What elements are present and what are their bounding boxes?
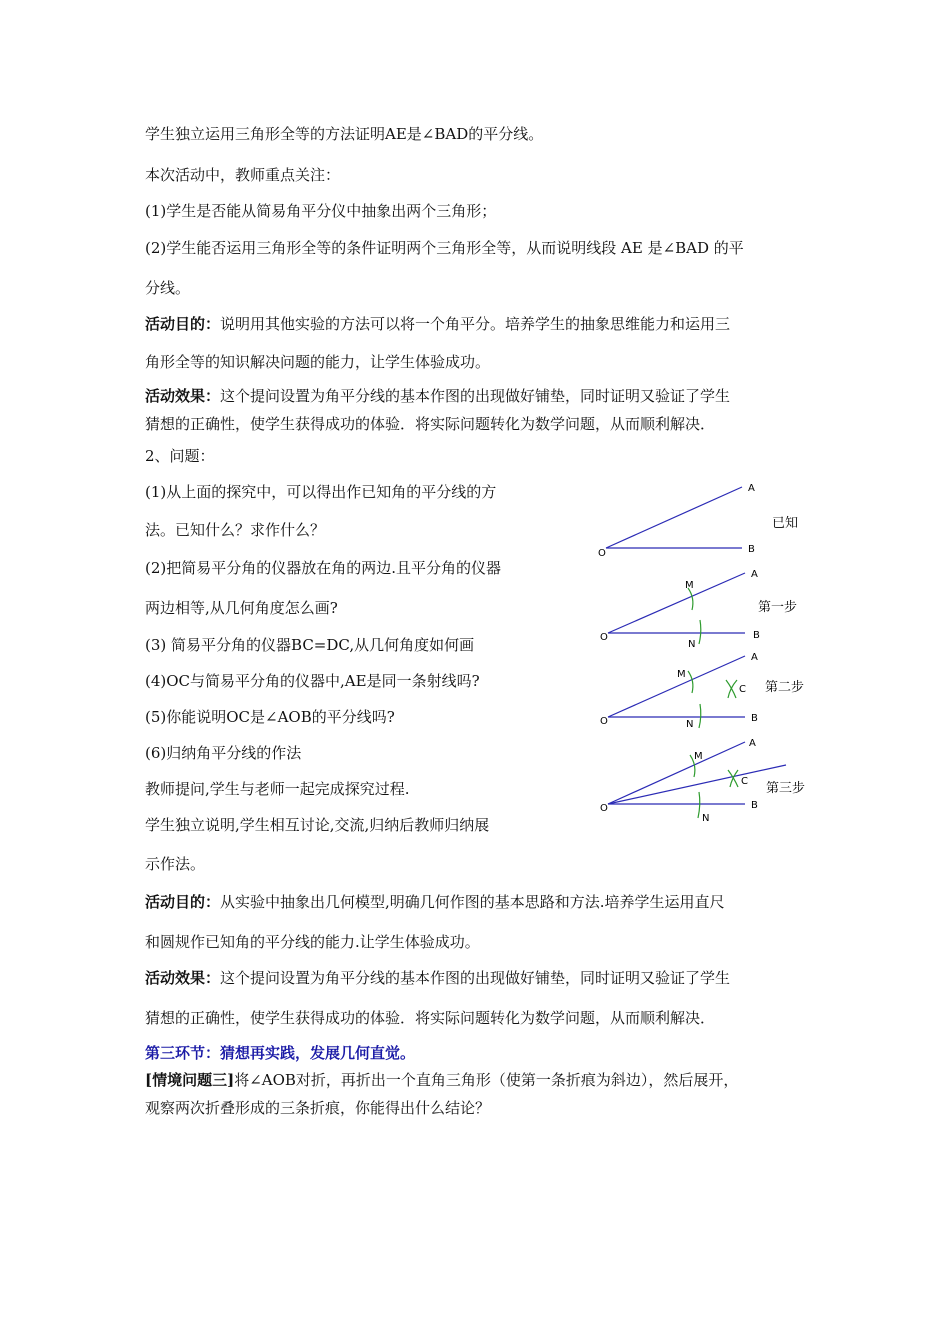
activity-effect-label: 活动效果： (145, 387, 221, 405)
activity-goal-paragraph (145, 314, 730, 334)
text-line: (5)你能说明OC是∠AOB的平分线吗? (145, 708, 395, 726)
text-line: 猜想的正确性，使学生获得成功的体验．将实际问题转化为数学问题，从而顺利解决． (145, 415, 716, 433)
text-line: 教师提问,学生与老师一起完成探究过程. (145, 780, 410, 798)
text-line: 分线。 (145, 279, 191, 297)
text-line: 将∠AOB对折，再折出一个直角三角形（使第一条折痕为斜边），然后展开， (234, 1071, 739, 1089)
point-n-label: N (688, 639, 696, 650)
point-o-label: O (598, 548, 606, 559)
point-a-label: A (748, 483, 755, 494)
point-a-label: A (751, 652, 758, 663)
step-label: 第一步 (758, 600, 798, 615)
step-label: 已知 (772, 516, 799, 531)
text-line: 学生独立运用三角形全等的方法证明AE是∠BAD的平分线。 (145, 125, 544, 143)
point-n-label: N (686, 719, 694, 730)
text-line: 猜想的正确性，使学生获得成功的体验．将实际问题转化为数学问题，从而顺利解决． (145, 1009, 716, 1027)
point-b-label: B (753, 630, 760, 641)
activity-goal-label: 活动目的： (145, 315, 221, 333)
point-o-label: O (600, 716, 608, 727)
point-a-label: A (751, 569, 758, 580)
text-line: (6)归纳角平分线的作法 (145, 744, 302, 762)
text-line: 2、问题： (145, 447, 215, 465)
ray-oa (608, 573, 745, 633)
figure-step-1 (600, 569, 797, 650)
ray-oa (606, 487, 742, 548)
text-line: 学生独立说明,学生相互讨论,交流,归纳后教师归纳展 (145, 816, 490, 834)
text-line: 这个提问设置为角平分线的基本作图的出现做好铺垫，同时证明又验证了学生 (220, 387, 731, 405)
text-line: 说明用其他实验的方法可以将一个角平分。培养学生的抽象思维能力和运用三 (220, 315, 731, 333)
step-label: 第二步 (765, 680, 805, 695)
arc-c-2 (728, 680, 737, 698)
point-b-label: B (751, 713, 758, 724)
point-b-label: B (748, 544, 755, 555)
text-line: 两边相等,从几何角度怎么画? (145, 599, 338, 617)
arc-m (688, 588, 693, 610)
text-line: 这个提问设置为角平分线的基本作图的出现做好铺垫，同时证明又验证了学生 (220, 969, 731, 987)
text-line: 法。已知什么？求作什么？ (145, 521, 326, 539)
arc-n (698, 792, 700, 818)
activity-goal-label: 活动目的： (145, 893, 221, 911)
text-line: 示作法。 (145, 855, 206, 873)
arc-n (699, 620, 701, 644)
ray-oa (608, 656, 745, 717)
point-m-label: M (694, 751, 703, 762)
ray-oa (608, 742, 745, 804)
text-line: (3) 简易平分角的仪器BC=DC,从几何角度如何画 (145, 636, 475, 654)
text-line: 角形全等的知识解决问题的能力，让学生体验成功。 (145, 353, 491, 371)
point-c-label: C (739, 684, 746, 695)
point-n-label: N (702, 813, 710, 824)
activity-effect-paragraph (145, 968, 730, 988)
figure-given (598, 483, 798, 559)
point-o-label: O (600, 632, 608, 643)
text-line: (1)学生是否能从简易角平分仪中抽象出两个三角形； (145, 202, 497, 220)
point-m-label: M (677, 669, 686, 680)
figure-step-2 (600, 652, 804, 730)
situation-label: [情境问题三] (145, 1071, 235, 1089)
figure-step-3 (600, 738, 805, 824)
text-line: 观察两次折叠形成的三条折痕，你能得出什么结论？ (145, 1099, 491, 1117)
point-b-label: B (751, 800, 758, 811)
text-line: 和圆规作已知角的平分线的能力.让学生体验成功。 (145, 933, 480, 951)
angle-bisector-construction-figure (590, 470, 820, 840)
point-m-label: M (685, 580, 694, 591)
activity-effect-paragraph (145, 386, 730, 406)
text-line: (2)学生能否运用三角形全等的条件证明两个三角形全等，从而说明线段 AE 是∠BAD 的平 (145, 239, 744, 257)
point-a-label: A (749, 738, 756, 749)
situation-paragraph (145, 1070, 738, 1090)
text-line: 从实验中抽象出几何模型,明确几何作图的基本思路和方法.培养学生运用直尺 (220, 893, 725, 911)
point-c-label: C (741, 776, 748, 787)
text-line: (4)OC与简易平分角的仪器中,AE是同一条射线吗? (145, 672, 480, 690)
activity-goal-paragraph (145, 892, 725, 912)
arc-m (688, 671, 693, 693)
text-line: (2)把简易平分角的仪器放在角的两边.且平分角的仪器 (145, 559, 502, 577)
text-line: (1)从上面的探究中，可以得出作已知角的平分线的方 (145, 483, 497, 501)
activity-effect-label: 活动效果： (145, 969, 221, 987)
text-line: 本次活动中，教师重点关注： (145, 166, 341, 184)
step-label: 第三步 (766, 781, 806, 796)
section-heading: 第三环节：猜想再实践，发展几何直觉。 (145, 1044, 416, 1062)
arc-n (699, 704, 701, 728)
point-o-label: O (600, 803, 608, 814)
ray-oc-bisector (608, 765, 786, 804)
